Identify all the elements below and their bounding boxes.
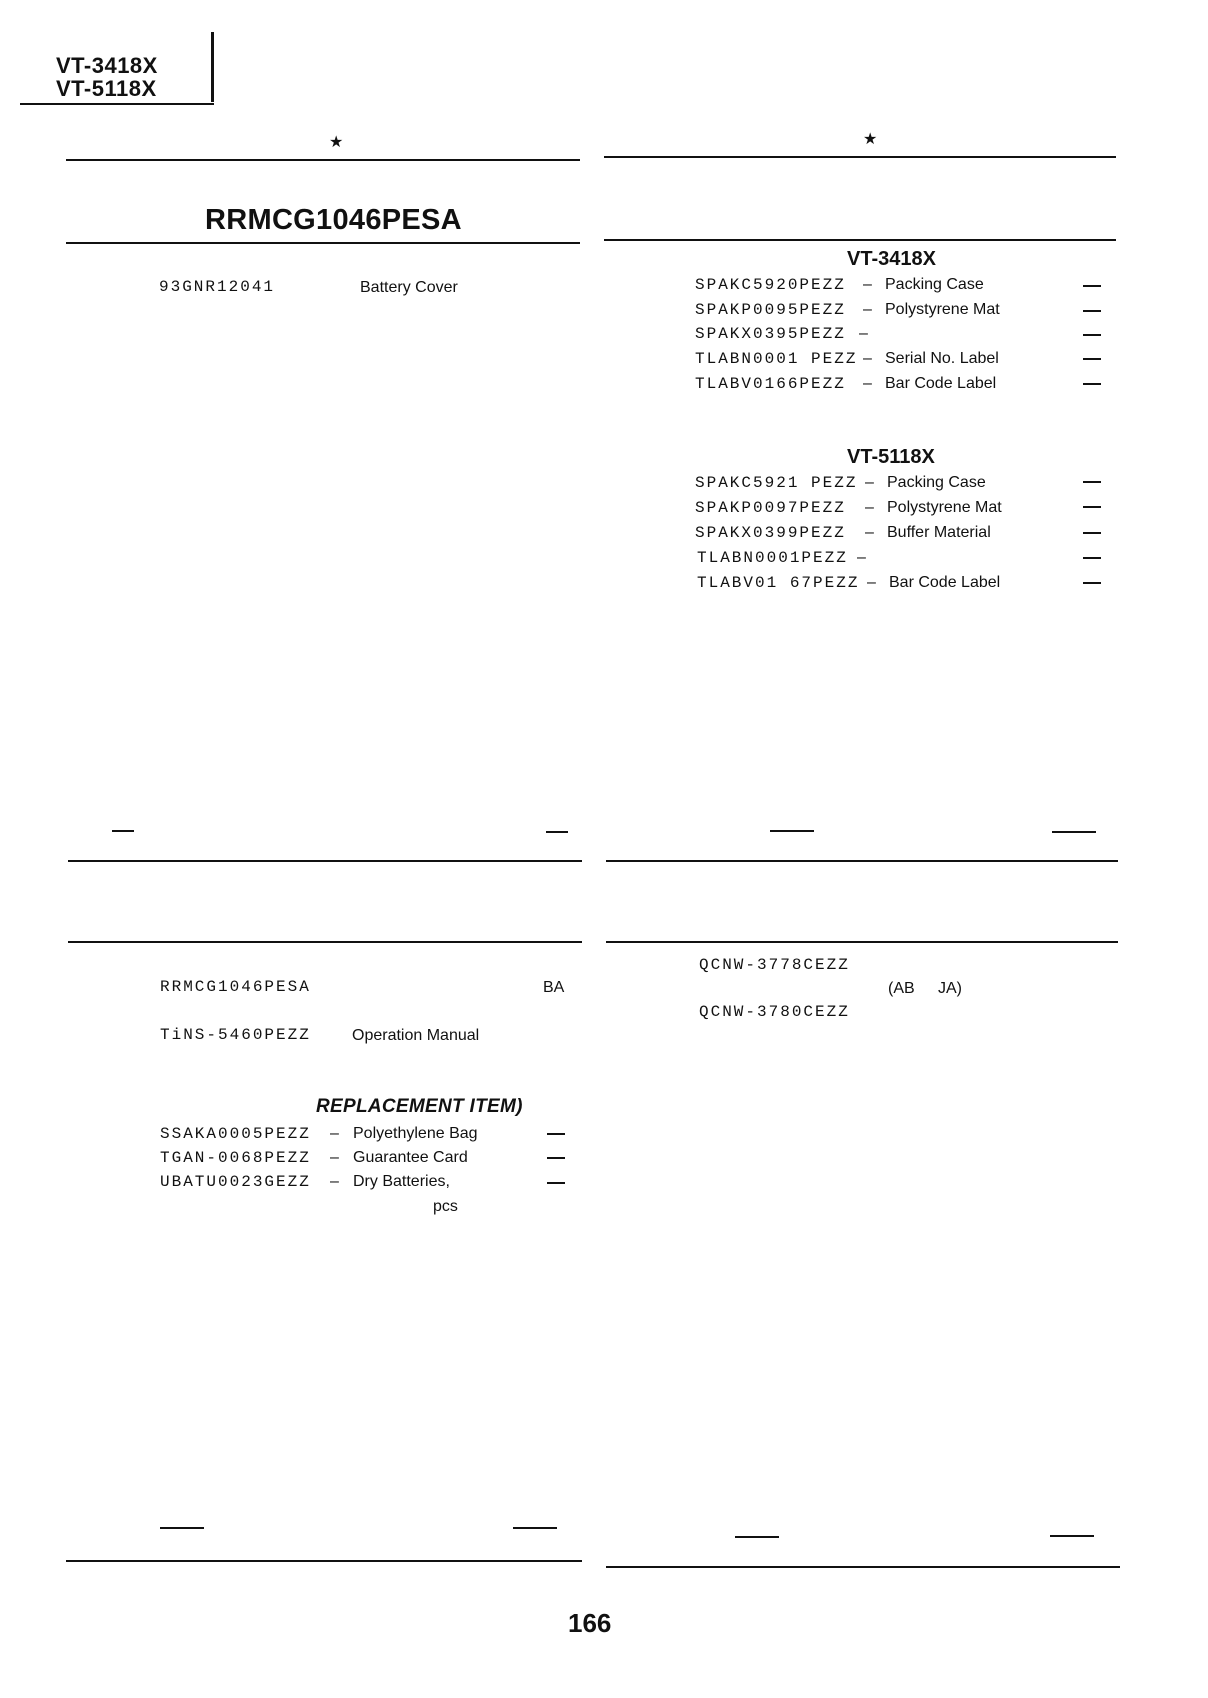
left-top-bottom-rule bbox=[68, 860, 582, 862]
part-desc: Polyethylene Bag bbox=[353, 1125, 478, 1142]
dash-mark bbox=[1083, 358, 1101, 360]
dash-mark bbox=[1083, 582, 1101, 584]
list-item bbox=[699, 1003, 850, 1021]
list-item bbox=[695, 301, 1000, 319]
dash-mark bbox=[1083, 481, 1101, 483]
part-code: TLABV01 67PEZZ bbox=[697, 574, 860, 592]
header-model-a: VT-3418X bbox=[56, 53, 158, 78]
left-top-title: RRMCG1046PESA bbox=[205, 204, 462, 236]
region-ja: JA) bbox=[938, 980, 962, 997]
right-top-bottom-rule bbox=[606, 860, 1118, 862]
part-code: SPAKX0399PEZZ bbox=[695, 524, 846, 542]
header-underline bbox=[20, 103, 214, 105]
dash-mark bbox=[160, 1527, 204, 1529]
separator: – bbox=[867, 574, 876, 591]
list-item bbox=[160, 1125, 478, 1143]
part-desc: Bar Code Label bbox=[885, 375, 997, 392]
right-top-rule bbox=[604, 156, 1116, 158]
left-top-star: ★ bbox=[329, 134, 344, 151]
group-b-title: VT-5118X bbox=[847, 446, 935, 468]
left-top-title-rule bbox=[66, 242, 580, 244]
dash-mark bbox=[1052, 831, 1096, 833]
separator: – bbox=[865, 524, 874, 541]
part-code: TLABV0166PEZZ bbox=[695, 375, 846, 393]
left-bottom-rule bbox=[68, 941, 582, 943]
dash-mark bbox=[1083, 532, 1101, 534]
header-model-b: VT-5118X bbox=[56, 76, 157, 101]
dash-mark bbox=[547, 1157, 565, 1159]
part-code: RRMCG1046PESA bbox=[160, 978, 311, 996]
header-divider bbox=[211, 32, 214, 102]
part-desc: Buffer Material bbox=[887, 524, 991, 541]
separator: – bbox=[859, 325, 868, 342]
part-code: 93GNR12041 bbox=[159, 278, 276, 296]
list-item bbox=[695, 276, 984, 294]
list-item bbox=[699, 956, 850, 974]
dash-mark bbox=[735, 1536, 779, 1538]
dash-mark bbox=[546, 831, 568, 833]
dash-mark bbox=[513, 1527, 557, 1529]
region-code: BA bbox=[543, 979, 565, 996]
part-code: QCNW-3778CEZZ bbox=[699, 956, 850, 974]
part-desc: Dry Batteries, bbox=[353, 1173, 450, 1190]
dash-mark bbox=[1050, 1535, 1094, 1537]
separator: – bbox=[857, 549, 866, 566]
list-item bbox=[160, 1173, 450, 1191]
group-a-title: VT-3418X bbox=[847, 248, 936, 270]
replacement-heading: REPLACEMENT ITEM) bbox=[316, 1096, 523, 1117]
part-desc: Serial No. Label bbox=[885, 350, 999, 367]
page-number: 166 bbox=[568, 1608, 612, 1638]
part-code: QCNW-3780CEZZ bbox=[699, 1003, 850, 1021]
right-bottom-rule bbox=[606, 941, 1118, 943]
separator: – bbox=[330, 1125, 339, 1142]
list-item bbox=[695, 375, 997, 393]
separator: – bbox=[330, 1149, 339, 1166]
part-code: TLABN0001 PEZZ bbox=[695, 350, 858, 368]
list-item bbox=[695, 350, 999, 368]
part-code: UBATU0023GEZZ bbox=[160, 1173, 311, 1191]
part-code: SSAKA0005PEZZ bbox=[160, 1125, 311, 1143]
separator: – bbox=[863, 276, 872, 293]
dash-mark bbox=[1083, 285, 1101, 287]
dash-mark bbox=[1083, 383, 1101, 385]
list-item bbox=[697, 574, 1001, 592]
separator: – bbox=[863, 375, 872, 392]
part-desc: Packing Case bbox=[885, 276, 984, 293]
part-desc: Bar Code Label bbox=[889, 574, 1001, 591]
list-item bbox=[160, 978, 311, 996]
list-item bbox=[695, 474, 986, 492]
part-code: SPAKC5921 PEZZ bbox=[695, 474, 858, 492]
region-ab: (AB bbox=[888, 980, 915, 997]
part-desc: Battery Cover bbox=[360, 279, 458, 296]
dash-mark bbox=[1083, 506, 1101, 508]
dash-mark bbox=[770, 830, 814, 832]
dash-mark bbox=[1083, 557, 1101, 559]
pcs-label: pcs bbox=[433, 1198, 458, 1215]
part-code: TLABN0001PEZZ bbox=[697, 549, 848, 567]
part-code: TGAN-0068PEZZ bbox=[160, 1149, 311, 1167]
dash-mark bbox=[1083, 310, 1101, 312]
right-top-star: ★ bbox=[863, 131, 878, 148]
list-item bbox=[695, 524, 991, 542]
right-top-rule-2 bbox=[604, 239, 1116, 241]
dash-mark bbox=[547, 1133, 565, 1135]
part-desc: Packing Case bbox=[887, 474, 986, 491]
part-code: TiNS-5460PEZZ bbox=[160, 1026, 311, 1044]
part-desc: Guarantee Card bbox=[353, 1149, 468, 1166]
part-code: SPAKC5920PEZZ bbox=[695, 276, 846, 294]
separator: – bbox=[863, 350, 872, 367]
list-item bbox=[159, 278, 458, 296]
separator: – bbox=[863, 301, 872, 318]
list-item bbox=[160, 1026, 480, 1044]
separator: – bbox=[865, 499, 874, 516]
part-code: SPAKP0095PEZZ bbox=[695, 301, 846, 319]
list-item bbox=[695, 499, 1002, 517]
list-item bbox=[695, 325, 868, 343]
separator: – bbox=[330, 1173, 339, 1190]
dash-mark bbox=[547, 1182, 565, 1184]
part-code: SPAKX0395PEZZ bbox=[695, 325, 846, 343]
separator: – bbox=[865, 474, 874, 491]
right-bottom-bottom-rule bbox=[606, 1566, 1120, 1568]
left-bottom-bottom-rule bbox=[66, 1560, 582, 1562]
list-item bbox=[160, 1149, 468, 1167]
part-desc: Operation Manual bbox=[352, 1027, 480, 1044]
part-desc: Polystyrene Mat bbox=[887, 499, 1002, 516]
list-item bbox=[697, 549, 866, 567]
dash-mark bbox=[112, 830, 134, 832]
left-top-rule bbox=[66, 159, 580, 161]
dash-mark bbox=[1083, 334, 1101, 336]
part-code: SPAKP0097PEZZ bbox=[695, 499, 846, 517]
part-desc: Polystyrene Mat bbox=[885, 301, 1000, 318]
